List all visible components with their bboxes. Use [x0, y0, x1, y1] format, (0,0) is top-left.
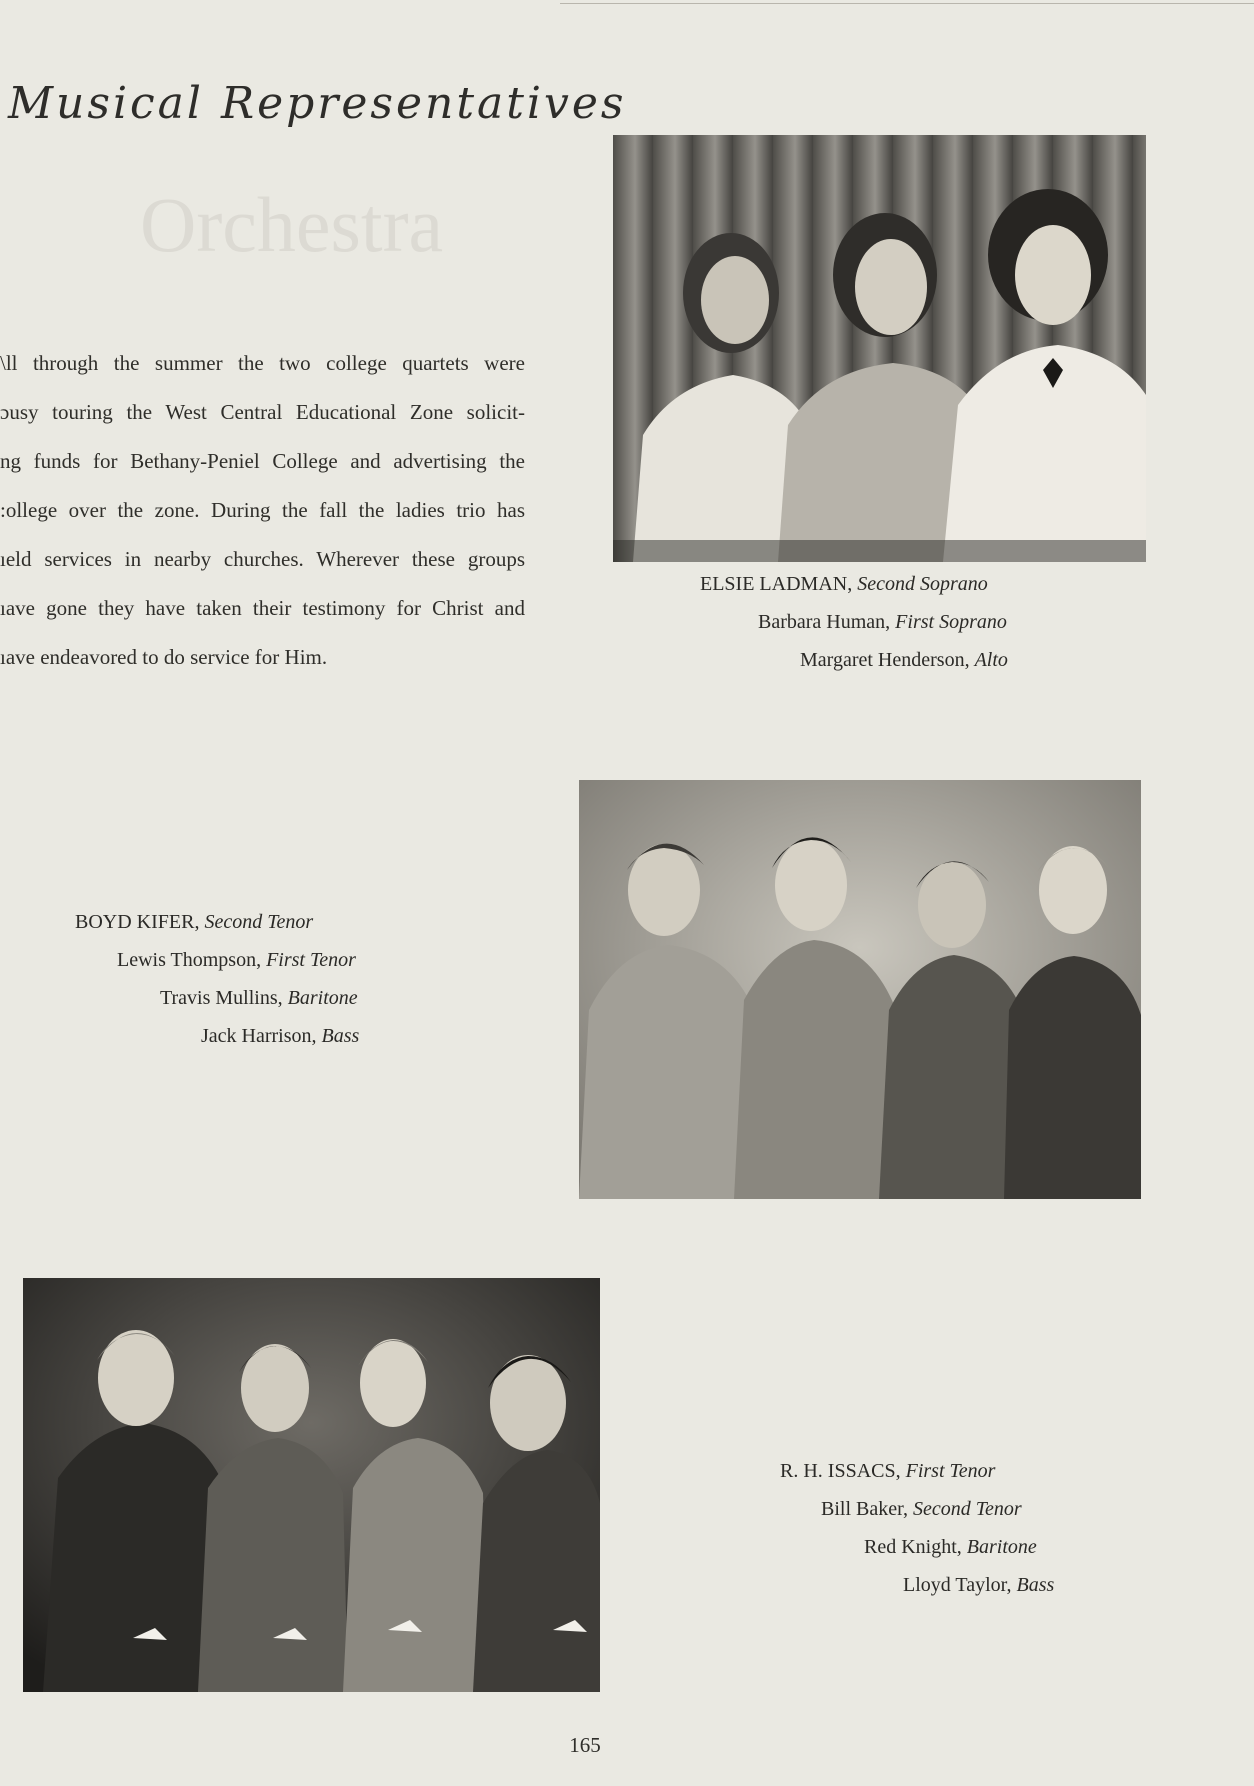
intro-line: :ollege over the zone. During the fall the ladies trio has — [0, 498, 525, 522]
member-part: Alto — [974, 649, 1008, 671]
quartet-one-caption — [75, 903, 359, 1055]
trio-photo — [613, 135, 1146, 562]
caption-row — [780, 1490, 1054, 1528]
intro-line: ɔusy touring the West Central Educational Zone solicit- — [0, 400, 525, 424]
member-name: Travis Mullins, — [160, 987, 283, 1009]
member-name: Jack Harrison, — [201, 1025, 317, 1047]
member-name: Margaret Henderson, — [800, 649, 970, 671]
member-part: First Tenor — [905, 1460, 996, 1482]
caption-row — [75, 903, 359, 941]
caption-row — [75, 1017, 359, 1055]
member-part: Bass — [321, 1025, 360, 1047]
member-name: R. H. ISSACS, — [780, 1460, 901, 1482]
member-name: Bill Baker, — [821, 1498, 908, 1520]
bleed-through-heading: Orchestra — [140, 181, 444, 268]
member-part: Second Tenor — [912, 1498, 1022, 1520]
member-name: Red Knight, — [864, 1536, 962, 1558]
member-part: Baritone — [966, 1536, 1037, 1558]
trio-caption — [700, 565, 1008, 679]
member-part: Second Tenor — [204, 911, 314, 933]
caption-row — [780, 1528, 1054, 1566]
quartet-one-photo — [579, 780, 1141, 1199]
intro-line: \ll through the summer the two college quartets were — [0, 351, 525, 375]
caption-row — [780, 1452, 1054, 1490]
page-title: Musical Representatives — [8, 78, 627, 129]
caption-row — [75, 979, 359, 1017]
member-part: Bass — [1016, 1574, 1055, 1596]
member-name: Lewis Thompson, — [117, 949, 262, 971]
intro-line: ıave gone they have taken their testimony for Christ and — [0, 596, 525, 620]
member-part: Baritone — [287, 987, 358, 1009]
caption-row — [75, 941, 359, 979]
page-number: 165 — [569, 1733, 601, 1757]
caption-row — [700, 603, 1008, 641]
member-part: First Tenor — [266, 949, 356, 971]
quartet-two-photo — [23, 1278, 600, 1692]
caption-row — [700, 565, 1008, 603]
member-name: Barbara Human, — [758, 611, 891, 633]
quartet-two-caption — [780, 1452, 1054, 1604]
member-part: Second Soprano — [857, 573, 988, 595]
caption-row — [700, 641, 1008, 679]
member-name: BOYD KIFER, — [75, 911, 200, 933]
intro-line: ıave endeavored to do service for Him. — [0, 645, 328, 669]
member-part: First Soprano — [895, 611, 1007, 633]
member-name: ELSIE LADMAN, — [700, 573, 853, 595]
intro-line: ıeld services in nearby churches. Wherever these groups — [0, 547, 525, 571]
caption-row — [780, 1566, 1054, 1604]
member-name: Lloyd Taylor, — [903, 1574, 1012, 1596]
top-rule — [560, 3, 1254, 4]
intro-line: ng funds for Bethany-Peniel College and advertising the — [0, 449, 525, 473]
